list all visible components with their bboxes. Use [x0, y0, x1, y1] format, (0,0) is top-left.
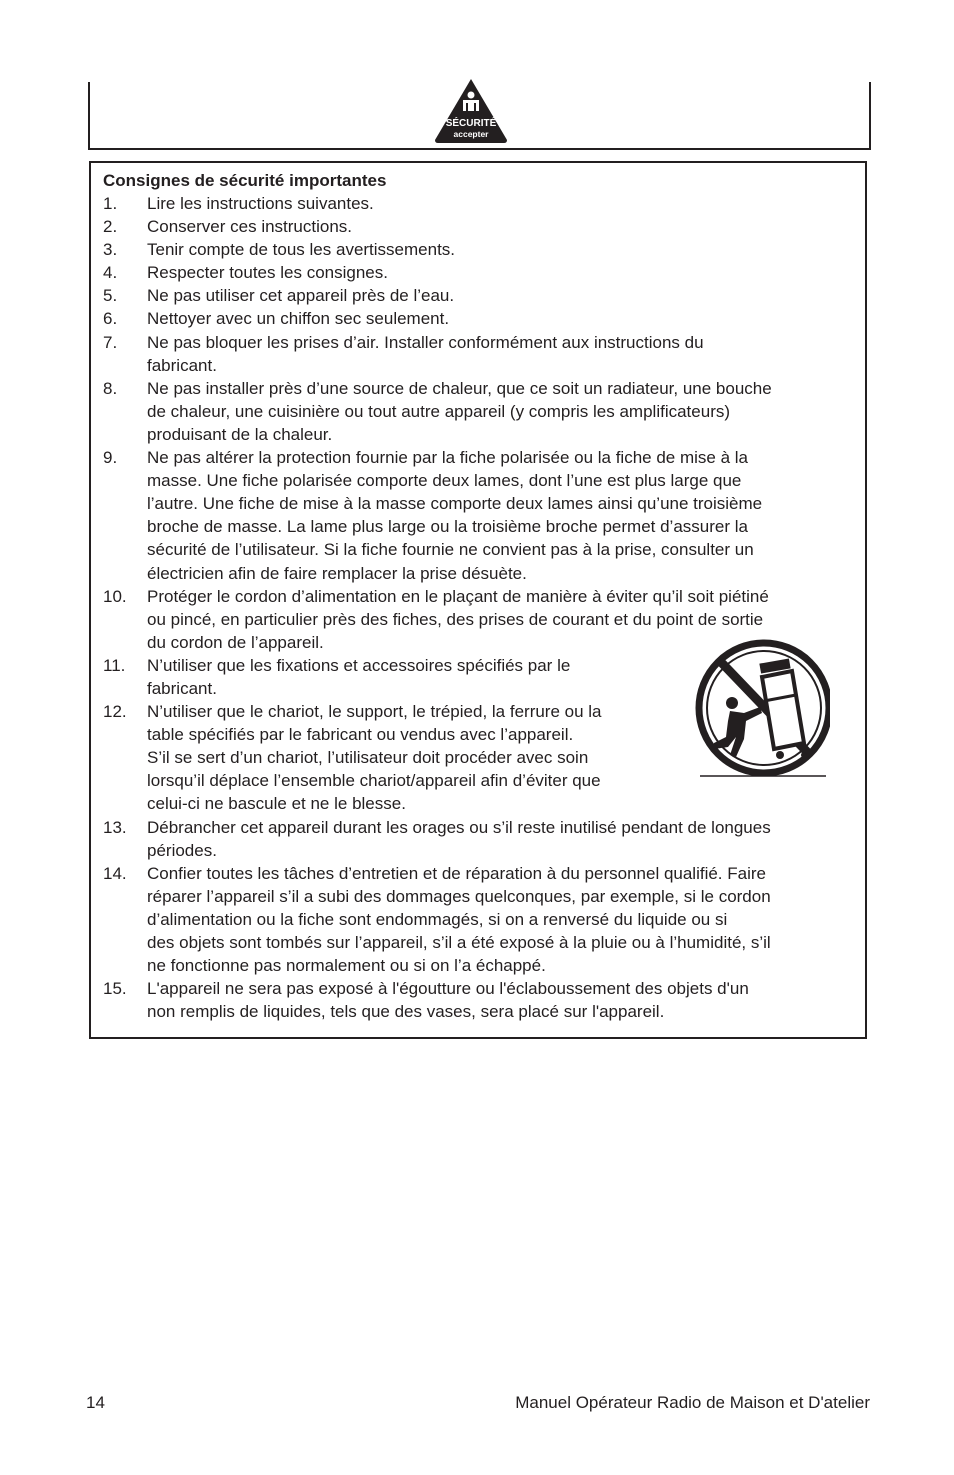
list-item	[103, 284, 863, 307]
item-number: 5.	[103, 286, 118, 306]
item-text-line: Nettoyer avec un chiffon sec seulement.	[147, 309, 450, 329]
footer-title: Manuel Opérateur Radio de Maison et D'atelier	[515, 1393, 870, 1412]
item-number: 7.	[103, 332, 118, 352]
page-number: 14	[86, 1393, 105, 1412]
item-text-line: Ne pas altérer la protection fournie par la fiche polarisée ou la fiche de mise à la	[147, 448, 749, 468]
list-item	[103, 192, 863, 215]
item-number: 8.	[103, 378, 118, 398]
notice-heading: Consignes de sécurité importantes	[103, 171, 387, 190]
list-item	[103, 215, 863, 238]
item-text-line: Lire les instructions suivantes.	[147, 194, 374, 213]
item-text-line: produisant de la chaleur.	[147, 424, 333, 444]
item-text-line: S’il se sert d’un chariot, l’utilisateur doit procéder avec soin	[147, 748, 589, 768]
item-text-line: non remplis de liquides, tels que des vases, sera placé sur l'appareil.	[147, 1002, 665, 1022]
item-text-line: périodes.	[147, 840, 217, 860]
item-text-line: ne fonctionne pas normalement ou si on l’a échappé.	[147, 956, 546, 976]
item-text-line: table spécifiés par le fabricant ou vendus avec l’appareil.	[147, 725, 574, 745]
cart-warning-icon	[692, 637, 830, 779]
item-number: 12.	[103, 702, 127, 722]
item-text-line: des objets sont tombés sur l’appareil, s’il a été exposé à la pluie ou à l’humidité, s’il	[147, 933, 771, 952]
list-item	[103, 238, 863, 261]
item-text-line: du cordon de l’appareil.	[147, 632, 324, 652]
item-text-line: celui-ci ne bascule et ne le blesse.	[147, 794, 406, 814]
list-item	[103, 816, 863, 862]
item-text-line: Tenir compte de tous les avertissements.	[147, 240, 456, 260]
item-text-line: Respecter toutes les consignes.	[147, 263, 388, 283]
instructions-list	[103, 192, 863, 1023]
item-text-line: l’autre. Une fiche de mise à la masse comporte deux lames ainsi qu’une troisième	[147, 494, 763, 514]
list-item	[103, 862, 863, 977]
list-item	[103, 261, 863, 284]
item-number: 4.	[103, 263, 118, 283]
safety-badge-icon	[432, 76, 510, 144]
item-text-line: fabricant.	[147, 355, 217, 375]
item-text-line: Protéger le cordon d’alimentation en le plaçant de manière à éviter qu’il soit piétiné	[147, 586, 769, 606]
item-number: 11.	[103, 655, 126, 675]
item-text-line: Ne pas installer près d’une source de chaleur, que ce soit un radiateur, une bouche	[147, 378, 772, 398]
list-item	[103, 977, 863, 1023]
item-text-line: Débrancher cet appareil durant les orages ou s’il reste inutilisé pendant de longues	[147, 817, 771, 837]
item-number: 14.	[103, 863, 127, 883]
item-text-line: Confier toutes les tâches d’entretien et de réparation à du personnel qualifié. Faire	[147, 863, 766, 883]
item-number: 6.	[103, 309, 118, 329]
item-number: 15.	[103, 979, 127, 999]
item-text-line: sécurité de l’utilisateur. Si la fiche fournie ne convient pas à la prise, consulter un	[147, 540, 754, 560]
item-text-line: Conserver ces instructions.	[147, 217, 353, 237]
item-text-line: fabricant.	[147, 678, 217, 698]
list-item	[103, 331, 863, 377]
item-number: 10.	[103, 586, 127, 606]
item-text-line: d’alimentation ou la fiche sont endommagés, si on a renversé du liquide ou si	[147, 909, 728, 929]
badge-title: SÉCURITÉ	[445, 118, 497, 129]
badge-subtitle: accepter	[453, 129, 489, 139]
item-number: 13.	[103, 817, 127, 837]
list-item	[103, 377, 863, 446]
item-number: 9.	[103, 448, 118, 468]
item-text-line: de chaleur, une cuisinière ou tout autre appareil (y compris les amplificateurs)	[147, 401, 731, 421]
item-text-line: broche de masse. La lame plus large ou la troisième broche permet d’assurer la	[147, 517, 748, 537]
item-text-line: N’utiliser que le chariot, le support, le trépied, la ferrure ou la	[147, 702, 602, 722]
list-item	[103, 307, 863, 330]
item-text-line: Ne pas bloquer les prises d’air. Installer conformément aux instructions du	[147, 332, 704, 352]
item-text-line: masse. Une fiche polarisée comporte deux lames, dont l’une est plus large que	[147, 471, 742, 491]
item-text-line: L'appareil ne sera pas exposé à l'égoutture ou l'éclaboussement des objets d'un	[147, 979, 749, 999]
item-text-line: lorsqu’il déplace l’ensemble chariot/appareil afin d’éviter que	[147, 771, 601, 791]
item-text-line: ou pincé, en particulier près des fiches, des prises de courant et du point de sortie	[147, 609, 764, 629]
item-number: 1.	[103, 194, 118, 213]
item-text-line: réparer l’appareil s’il a subi des dommages quelconques, par exemple, si le cordon	[147, 886, 771, 906]
item-text-line: électricien afin de faire remplacer la prise désuète.	[147, 563, 527, 583]
item-text-line: N’utiliser que les fixations et accessoires spécifiés par le	[147, 655, 571, 675]
list-item	[103, 446, 863, 585]
item-text-line: Ne pas utiliser cet appareil près de l’eau.	[147, 286, 455, 306]
item-number: 2.	[103, 217, 118, 237]
item-number: 3.	[103, 240, 118, 260]
